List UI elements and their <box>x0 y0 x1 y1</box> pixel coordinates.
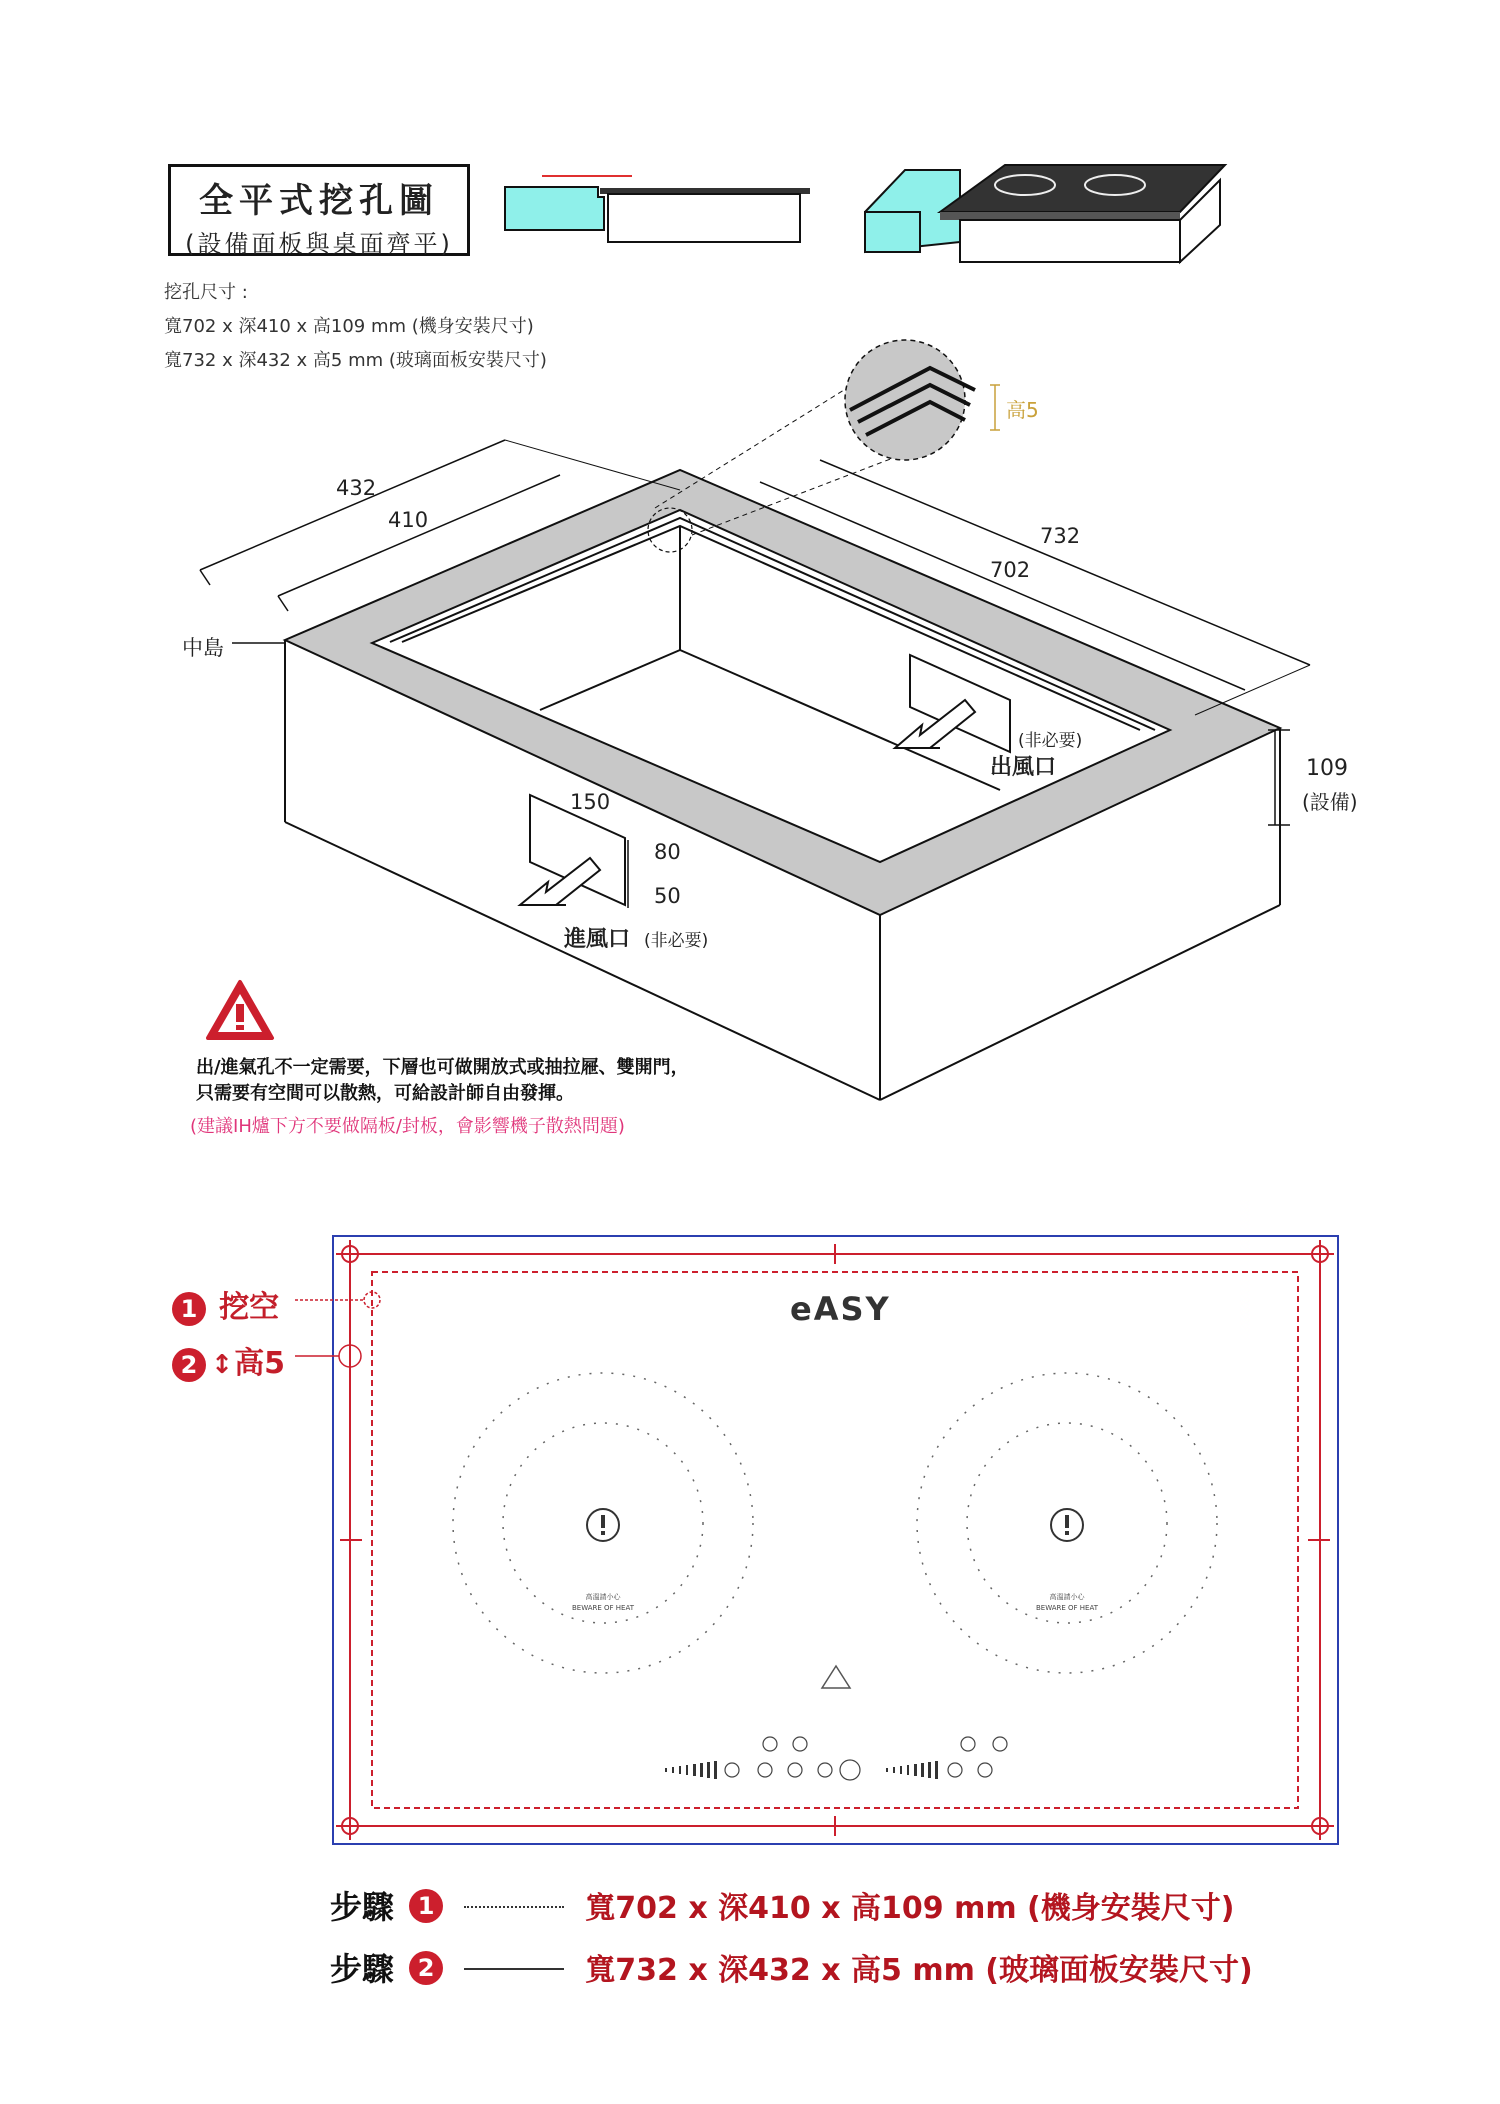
step-2-badge: 2 <box>409 1951 443 1985</box>
zone-right-label-en: BEWARE OF HEAT <box>1035 1604 1099 1612</box>
step-2-solid-line <box>464 1968 564 1970</box>
detail-height-label: 高5 <box>1006 398 1039 422</box>
warning-line-1: 出/進氣孔不一定需要，下層也可做開放式或抽拉屜、雙開門， <box>196 1057 689 1078</box>
island-label: 中島 <box>182 636 224 660</box>
step-2-label: 步驟 <box>330 1950 395 1988</box>
step-2 <box>330 1944 1253 1990</box>
inlet-note: (非必要) <box>644 931 709 951</box>
legend-item-1 <box>172 1282 279 1326</box>
dim-410: 410 <box>388 508 429 532</box>
step-1 <box>330 1882 1234 1928</box>
legend-label-2: 高5 <box>234 1346 286 1381</box>
step-1-label: 步驟 <box>330 1888 395 1926</box>
brand-logo: eASY <box>790 1290 891 1328</box>
inlet-height-80: 80 <box>654 840 681 864</box>
legend-badge-2: 2 <box>172 1348 206 1382</box>
zone-left-label-cn: 高溫請小心 <box>585 1593 621 1601</box>
warning-line-2: 只需要有空間可以散熱，可給設計師自由發揮。 <box>196 1083 574 1104</box>
outlet-note: (非必要) <box>1018 731 1083 751</box>
warning-icon <box>204 978 276 1042</box>
detail-magnifier <box>845 340 975 460</box>
legend-label-1: 挖空 <box>219 1290 280 1325</box>
spec-line-1: 寬702 x 深410 x 高109 mm (機身安裝尺寸) <box>164 316 534 337</box>
page-subtitle: (設備面板與桌面齊平) <box>185 230 453 258</box>
page-title: 全平式挖孔圖 <box>199 181 439 221</box>
inlet-height-50: 50 <box>654 884 681 908</box>
outlet-label: 出風口 <box>990 755 1057 780</box>
legend-badge-1: 1 <box>172 1292 206 1326</box>
legend-item-2 <box>172 1338 285 1382</box>
spec-heading: 挖孔尺寸 : <box>164 282 248 303</box>
inlet-width: 150 <box>570 790 611 814</box>
height-arrow-icon: ↕ <box>211 1350 233 1380</box>
warning-note: (建議IH爐下方不要做隔板/封板，會影響機子散熱問題) <box>190 1116 625 1137</box>
step-1-badge: 1 <box>409 1889 443 1923</box>
dim-732: 732 <box>1040 524 1081 548</box>
step-2-spec: 寬732 x 深432 x 高5 mm (玻璃面板安裝尺寸) <box>585 1953 1253 1988</box>
dim-432: 432 <box>336 476 377 500</box>
zone-left-label-en: BEWARE OF HEAT <box>571 1604 635 1612</box>
step-1-dotted-line <box>464 1906 564 1908</box>
step-1-spec: 寬702 x 深410 x 高109 mm (機身安裝尺寸) <box>585 1891 1235 1926</box>
inlet-label: 進風口 <box>564 927 631 952</box>
spec-line-2: 寬732 x 深432 x 高5 mm (玻璃面板安裝尺寸) <box>164 350 547 371</box>
dim-109: 109 <box>1306 756 1348 781</box>
dim-702: 702 <box>990 558 1031 582</box>
dim-109-note: (設備) <box>1302 790 1358 814</box>
zone-right-label-cn: 高溫請小心 <box>1049 1593 1085 1601</box>
